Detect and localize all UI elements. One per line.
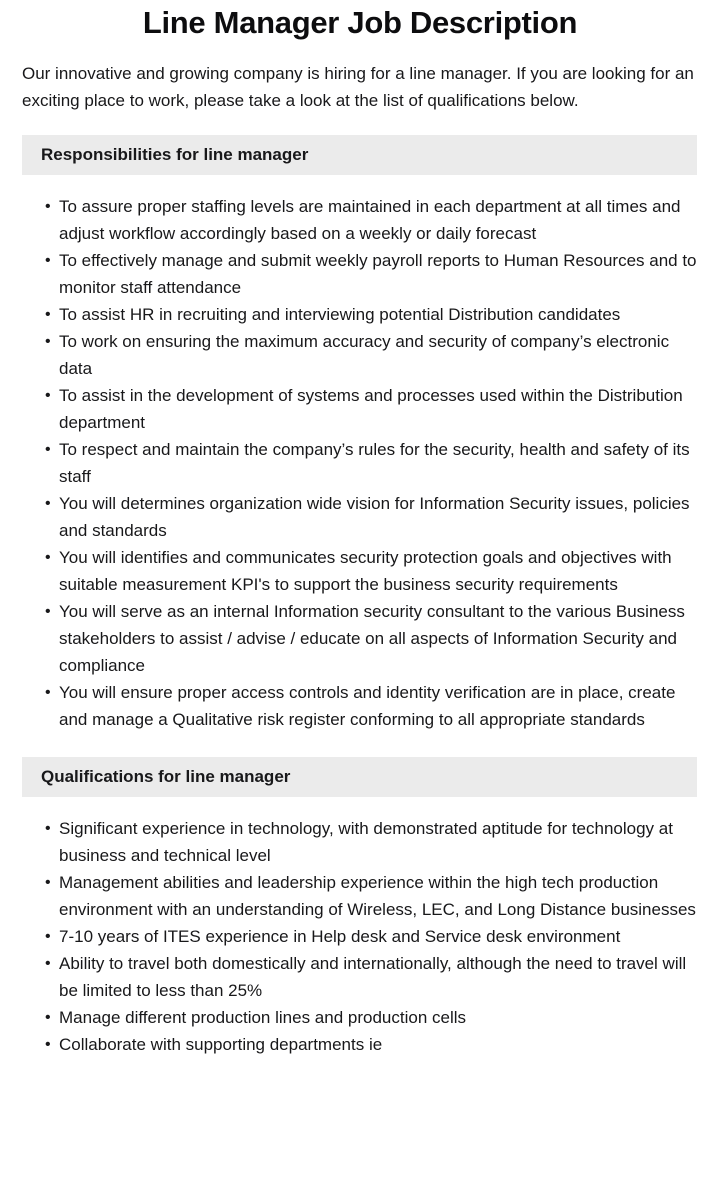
qualifications-list	[0, 797, 720, 1058]
list-item: • Collaborate with supporting departments ie	[59, 1031, 697, 1058]
responsibilities-list	[0, 175, 720, 733]
section-header-qualifications: Qualifications for line manager	[22, 757, 697, 797]
list-item: • Management abilities and leadership experience within the high tech production environment with an understanding of Wireless, LEC, and Long Distance businesses	[59, 869, 697, 923]
intro-paragraph: Our innovative and growing company is hiring for a line manager. If you are looking for an exciting place to work, please take a look at the list of qualifications below.	[22, 64, 694, 110]
list-item: • You will serve as an internal Information security consultant to the various Business stakeholders to assist / advise / educate on all aspects of Information Security and compliance	[59, 598, 697, 679]
list-item: • To assist HR in recruiting and interviewing potential Distribution candidates	[59, 301, 697, 328]
list-item: • To assist in the development of systems and processes used within the Distribution department	[59, 382, 697, 436]
list-item: • Ability to travel both domestically and internationally, although the need to travel will be limited to less than 25%	[59, 950, 697, 1004]
list-item: • You will determines organization wide vision for Information Security issues, policies and standards	[59, 490, 697, 544]
list-item: • You will ensure proper access controls and identity verification are in place, create and manage a Qualitative risk register conforming to all appropriate standards	[59, 679, 697, 733]
list-item: • To effectively manage and submit weekly payroll reports to Human Resources and to monitor staff attendance	[59, 247, 697, 301]
section-header-responsibilities: Responsibilities for line manager	[22, 135, 697, 175]
list-item: • Manage different production lines and production cells	[59, 1004, 697, 1031]
list-item: • You will identifies and communicates security protection goals and objectives with suitable measurement KPI's to support the business security requirements	[59, 544, 697, 598]
list-item: • To respect and maintain the company’s rules for the security, health and safety of its staff	[59, 436, 697, 490]
list-item: • To assure proper staffing levels are maintained in each department at all times and adjust workflow accordingly based on a weekly or daily forecast	[59, 193, 697, 247]
list-item: • Significant experience in technology, with demonstrated aptitude for technology at business and technical level	[59, 815, 697, 869]
page-title: Line Manager Job Description	[142, 5, 578, 40]
list-item: • To work on ensuring the maximum accuracy and security of company’s electronic data	[59, 328, 697, 382]
list-item: • 7-10 years of ITES experience in Help desk and Service desk environment	[59, 923, 697, 950]
